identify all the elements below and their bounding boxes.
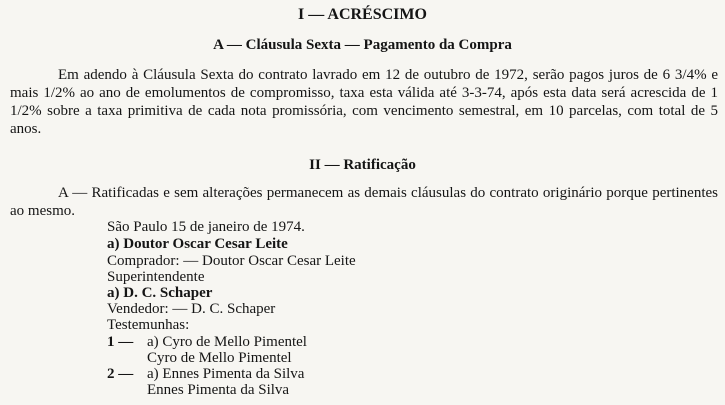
witness-1-name: Cyro de Mello Pimentel	[147, 350, 292, 366]
witness-2-name: Ennes Pimenta da Silva	[147, 382, 290, 398]
clause-paragraph: Em adendo à Cláusula Sexta do contrato lavrado em 12 de outubro de 1972, serão pagos juros de 6 3/4% e mais 1/2% ao ano de emolumentos de compromisso, taxa esta válida até 3-3-74, após esta data será acrescida de 1 1/2% sobre a taxa primitiva de cada nota promissória, com vencimento semestral, em 10 parcelas, com total de 5 anos.	[10, 67, 718, 137]
place-date: São Paulo 15 de janeiro de 1974.	[107, 219, 305, 235]
section-heading-ratificacao: II — Ratificação	[309, 157, 416, 173]
clause-subheading: A — Cláusula Sexta — Pagamento da Compra	[213, 37, 512, 53]
witness-2-signature: a) Ennes Pimenta da Silva	[147, 366, 305, 382]
witnesses-label: Testemunhas:	[107, 317, 190, 333]
ratification-paragraph: A — Ratificadas e sem alterações permanecem as demais cláusulas do contrato originário porque pertinentes ao mesmo.	[10, 185, 718, 219]
signature-buyer: a) Doutor Oscar Cesar Leite	[107, 236, 288, 252]
buyer-line: Comprador: — Doutor Oscar Cesar Leite	[107, 253, 356, 269]
section-heading-acrescimo: I — ACRÉSCIMO	[298, 6, 427, 23]
witness-1-number: 1 —	[107, 334, 134, 350]
seller-line: Vendedor: — D. C. Schaper	[107, 301, 276, 317]
witness-1-signature: a) Cyro de Mello Pimentel	[147, 334, 307, 350]
signature-seller: a) D. C. Schaper	[107, 285, 213, 301]
witness-2-number: 2 —	[107, 366, 134, 382]
buyer-title: Superintendente	[107, 269, 205, 285]
